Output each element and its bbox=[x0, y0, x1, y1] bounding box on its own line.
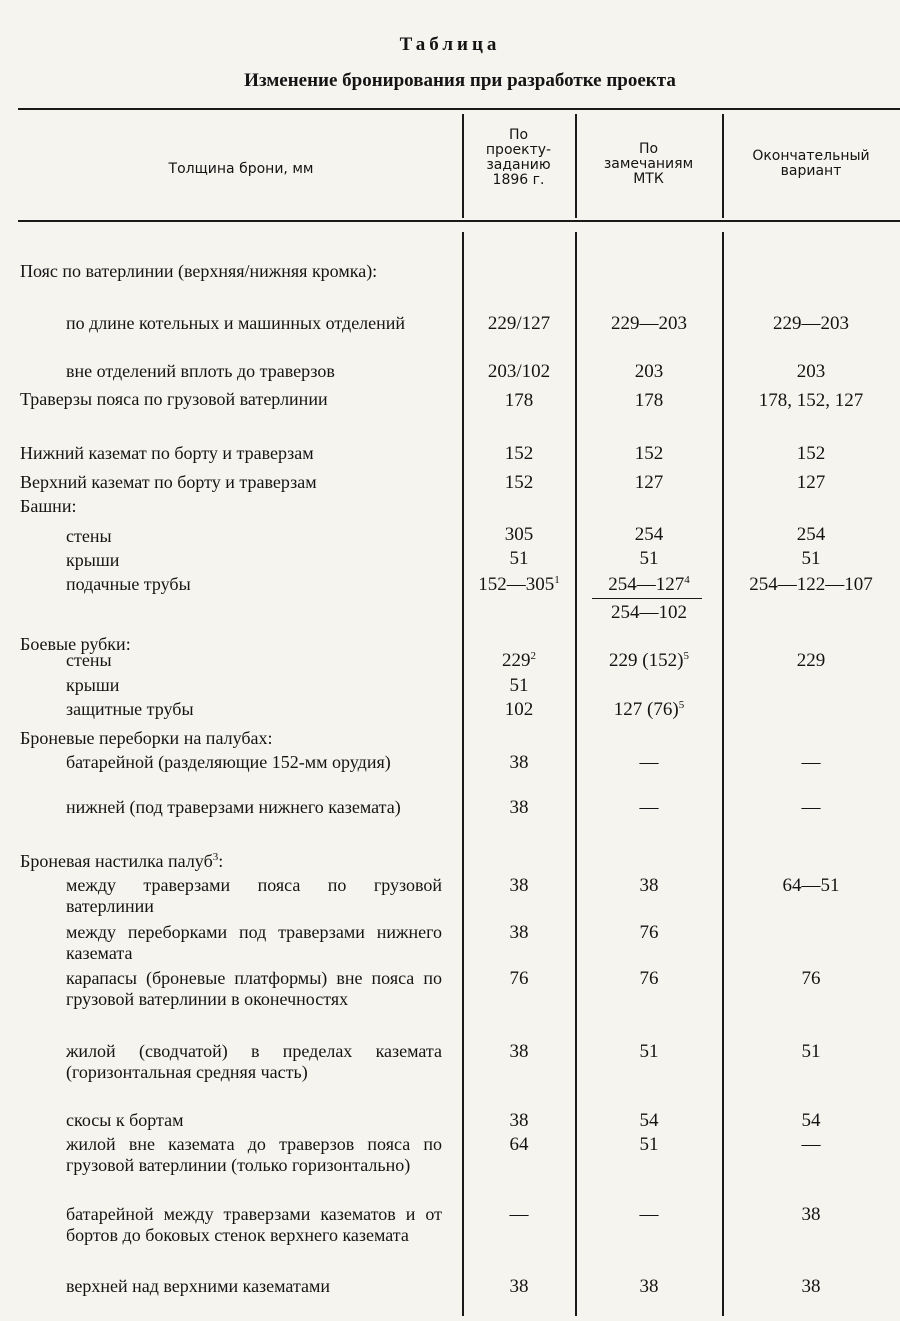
row-label bbox=[66, 968, 442, 1010]
row-label bbox=[66, 550, 442, 571]
cell-c1 bbox=[462, 752, 576, 773]
row-label bbox=[66, 361, 442, 382]
row-label-text: карапасы (броневые платформы) вне пояса по грузовой ватерлинии в оконечностях bbox=[66, 968, 442, 1009]
cell-c2 bbox=[575, 1204, 723, 1225]
cell-value: 178 bbox=[634, 390, 664, 411]
cell-c1 bbox=[462, 524, 576, 545]
cell-value: 229 (152) bbox=[609, 650, 684, 671]
row-label bbox=[20, 728, 442, 749]
row-label bbox=[66, 675, 442, 696]
cell-value: 229 bbox=[502, 650, 531, 671]
row-label-text: верхней над верхними казематами bbox=[66, 1276, 331, 1296]
row-label-text: стены bbox=[66, 526, 112, 546]
cell-c3 bbox=[722, 390, 900, 411]
cell-c2 bbox=[575, 390, 723, 411]
cell-value: 38 bbox=[639, 1276, 659, 1297]
cell-c2 bbox=[575, 548, 723, 569]
cell-value: 203/102 bbox=[487, 361, 551, 382]
cell-value: 203 bbox=[634, 361, 664, 382]
footnote-mark: 2 bbox=[530, 650, 536, 662]
footnote-mark: 5 bbox=[678, 699, 685, 711]
cell-value: 38 bbox=[509, 875, 529, 896]
cell-value: — bbox=[801, 752, 821, 773]
row-label bbox=[66, 574, 442, 595]
row-label bbox=[66, 1204, 442, 1246]
cell-c2 bbox=[575, 361, 723, 382]
cell-value: 229 bbox=[796, 650, 826, 671]
cell-c1 bbox=[462, 548, 576, 569]
cell-value: 51 bbox=[801, 1041, 821, 1062]
cell-value: 229—203 bbox=[611, 313, 687, 334]
cell-value: — bbox=[639, 752, 659, 773]
cell-c2 bbox=[575, 699, 723, 720]
cell-value: — bbox=[639, 797, 659, 818]
cell-c1 bbox=[462, 1041, 576, 1062]
row-label-text: Броневая настилка палуб bbox=[20, 851, 213, 871]
cell-value: — bbox=[801, 797, 821, 818]
row-label-tail: : bbox=[218, 851, 224, 871]
row-label bbox=[66, 1041, 442, 1083]
row-label-text: крыши bbox=[66, 675, 120, 695]
row-label-text: нижней (под траверзами нижнего каземата) bbox=[66, 797, 401, 817]
row-label bbox=[20, 389, 442, 410]
row-label-text: стены bbox=[66, 650, 112, 670]
cell-value: 203 bbox=[796, 361, 826, 382]
cell-c1 bbox=[462, 574, 576, 595]
column-header-line: По bbox=[638, 141, 659, 157]
row-label-text: Боевые рубки: bbox=[20, 634, 131, 654]
cell-c1 bbox=[462, 968, 576, 989]
cell-value: 51 bbox=[509, 548, 529, 569]
row-label-text: между траверзами пояса по грузовой ватерлинии bbox=[66, 875, 442, 916]
row-label-text: Траверзы пояса по грузовой ватерлинии bbox=[20, 389, 328, 409]
cell-c3 bbox=[722, 650, 900, 671]
footnote-mark: 4 bbox=[684, 574, 690, 586]
cell-c2 bbox=[575, 1134, 723, 1155]
column-header-line: замечаниям bbox=[603, 156, 694, 172]
cell-value: 152 bbox=[504, 443, 534, 464]
cell-c2-alt: 254—102 bbox=[611, 602, 687, 623]
row-label-text: Пояс по ватерлинии (верхняя/нижняя кромка): bbox=[20, 261, 378, 281]
cell-c1 bbox=[462, 1134, 576, 1155]
cell-value: 229—203 bbox=[773, 313, 849, 334]
row-label-text: Нижний каземат по борту и траверзам bbox=[20, 443, 314, 463]
cell-c2 bbox=[575, 922, 723, 943]
column-header-final-variant bbox=[722, 149, 900, 179]
cell-c3 bbox=[722, 1041, 900, 1062]
cell-c2 bbox=[575, 313, 723, 334]
cell-value: 178 bbox=[504, 390, 534, 411]
column-header-line: 1896 г. bbox=[492, 172, 545, 188]
cell-c1 bbox=[462, 1204, 576, 1225]
footnote-mark: 1 bbox=[554, 574, 560, 586]
row-label bbox=[20, 261, 442, 282]
cell-value: 127 bbox=[634, 472, 664, 493]
row-label-text: батарейной между траверзами казематов и от бортов до боковых стенок верхнего каземата bbox=[66, 1204, 442, 1245]
cell-c1 bbox=[462, 875, 576, 896]
cell-c3 bbox=[722, 524, 900, 545]
column-header-line: По bbox=[508, 127, 529, 143]
cell-value: 76 bbox=[801, 968, 821, 989]
row-label bbox=[66, 875, 442, 917]
cell-c2 bbox=[575, 1110, 723, 1131]
row-label bbox=[66, 699, 442, 720]
cell-value: 38 bbox=[509, 922, 529, 943]
column-header-line: вариант bbox=[780, 163, 842, 179]
cell-c1 bbox=[462, 797, 576, 818]
cell-c2 bbox=[575, 875, 723, 896]
cell-value: 152 bbox=[796, 443, 826, 464]
cell-c2 bbox=[575, 472, 723, 493]
row-label bbox=[66, 1276, 442, 1297]
column-header-thickness: Толщина брони, мм bbox=[168, 161, 314, 177]
cell-c3 bbox=[722, 968, 900, 989]
row-label bbox=[66, 1110, 442, 1131]
row-label-text: скосы к бортам bbox=[66, 1110, 184, 1130]
row-label-text: жилой (сводчатой) в пределах каземата (горизонтальная средняя часть) bbox=[66, 1041, 442, 1082]
cell-value: 38 bbox=[509, 752, 529, 773]
cell-c3 bbox=[722, 548, 900, 569]
cell-c2 bbox=[575, 752, 723, 773]
cell-c2 bbox=[575, 443, 723, 464]
cell-value: 254 bbox=[796, 524, 826, 545]
table-subtitle: Изменение бронирования при разработке проекта bbox=[244, 70, 676, 91]
row-label-text: защитные трубы bbox=[66, 699, 194, 719]
cell-value: 64—51 bbox=[782, 875, 840, 896]
column-header-line: проекту- bbox=[485, 142, 552, 158]
cell-value: 38 bbox=[509, 797, 529, 818]
cell-c3 bbox=[722, 1110, 900, 1131]
cell-value: 76 bbox=[509, 968, 529, 989]
column-header-mtk-remarks bbox=[575, 142, 722, 187]
header-bottom-rule bbox=[18, 220, 900, 222]
column-header-line: Окончательный bbox=[752, 148, 870, 164]
row-label bbox=[66, 526, 442, 547]
cell-value: 127 (76) bbox=[613, 699, 679, 720]
cell-c3 bbox=[722, 1204, 900, 1225]
row-label-text: Верхний каземат по борту и траверзам bbox=[20, 472, 317, 492]
cell-c1 bbox=[462, 1276, 576, 1297]
cell-value: — bbox=[801, 1134, 821, 1155]
cell-value: 38 bbox=[509, 1110, 529, 1131]
cell-c1 bbox=[462, 472, 576, 493]
cell-c3 bbox=[722, 313, 900, 334]
cell-c3 bbox=[722, 1134, 900, 1155]
cell-value: 54 bbox=[639, 1110, 659, 1131]
cell-value: 229/127 bbox=[487, 313, 551, 334]
cell-value: 51 bbox=[639, 1041, 659, 1062]
row-label bbox=[66, 1134, 442, 1176]
cell-value: 76 bbox=[639, 968, 659, 989]
row-label-text: по длине котельных и машинных отделений bbox=[66, 313, 406, 333]
cell-value: 305 bbox=[504, 524, 534, 545]
cell-value: 38 bbox=[509, 1276, 529, 1297]
cell-value: 178, 152, 127 bbox=[758, 390, 864, 411]
cell-value: 38 bbox=[801, 1276, 821, 1297]
cell-value: 51 bbox=[639, 548, 659, 569]
column-header-line: МТК bbox=[633, 171, 664, 187]
row-label bbox=[66, 922, 442, 964]
row-label-text: вне отделений вплоть до траверзов bbox=[66, 361, 335, 381]
cell-value: 127 bbox=[796, 472, 826, 493]
row-label bbox=[20, 496, 442, 517]
cell-value: 152 bbox=[634, 443, 664, 464]
row-label bbox=[20, 443, 442, 464]
cell-c2 bbox=[575, 1041, 723, 1062]
row-label bbox=[66, 797, 442, 818]
cell-c2 bbox=[575, 574, 723, 595]
cell-c1 bbox=[462, 313, 576, 334]
row-label bbox=[66, 752, 442, 773]
column-header-line: заданию bbox=[486, 157, 551, 173]
cell-value: 51 bbox=[509, 675, 529, 696]
cell-c1 bbox=[462, 650, 576, 671]
footnote-mark: 3 bbox=[212, 851, 219, 863]
cell-c3 bbox=[722, 797, 900, 818]
cell-value: 76 bbox=[639, 922, 659, 943]
cell-c3 bbox=[722, 875, 900, 896]
footnote-mark: 5 bbox=[683, 650, 689, 662]
row-label-text: подачные трубы bbox=[66, 574, 191, 594]
cell-value: 254 bbox=[634, 524, 664, 545]
cell-value: 51 bbox=[639, 1134, 659, 1155]
cell-value: 38 bbox=[639, 875, 659, 896]
cell-c3 bbox=[722, 361, 900, 382]
cell-value: 38 bbox=[509, 1041, 529, 1062]
row-label-text: между переборками под траверзами нижнего каземата bbox=[66, 922, 442, 963]
cell-value: 51 bbox=[801, 548, 821, 569]
cell-value: 254—122—107 bbox=[749, 574, 873, 595]
row-label-text: батарейной (разделяющие 152-мм орудия) bbox=[66, 752, 391, 772]
cell-c1 bbox=[462, 361, 576, 382]
cell-value: 54 bbox=[801, 1110, 821, 1131]
cell-c1 bbox=[462, 675, 576, 696]
cell-value: — bbox=[509, 1204, 529, 1225]
header-top-rule bbox=[18, 108, 900, 110]
row-label-text: жилой вне каземата до траверзов пояса по грузовой ватерлинии (только горизонтально) bbox=[66, 1134, 442, 1175]
cell-c1 bbox=[462, 390, 576, 411]
cell-c1 bbox=[462, 922, 576, 943]
row-label-text: Броневые переборки на палубах: bbox=[20, 728, 273, 748]
cell-c3 bbox=[722, 472, 900, 493]
cell-c1 bbox=[462, 699, 576, 720]
row-label bbox=[20, 472, 442, 493]
table-title: Таблица bbox=[399, 34, 501, 55]
cell-c2 bbox=[575, 797, 723, 818]
cell-value: 64 bbox=[509, 1134, 529, 1155]
cell-c2 bbox=[575, 968, 723, 989]
cell-value: 152 bbox=[504, 472, 534, 493]
cell-c3 bbox=[722, 574, 900, 595]
cell-c2 bbox=[575, 1276, 723, 1297]
cell-value: 254—127 bbox=[608, 574, 685, 595]
cell-c2 bbox=[575, 524, 723, 545]
cell-c1 bbox=[462, 1110, 576, 1131]
cell-value: 38 bbox=[801, 1204, 821, 1225]
cell-c2 bbox=[575, 650, 723, 671]
cell-c3 bbox=[722, 443, 900, 464]
cell-value: 102 bbox=[504, 699, 534, 720]
fraction-bar bbox=[592, 598, 702, 599]
row-label bbox=[20, 851, 442, 872]
cell-value: 152—305 bbox=[478, 574, 555, 595]
row-label bbox=[66, 650, 442, 671]
row-label bbox=[66, 313, 442, 334]
cell-c3 bbox=[722, 1276, 900, 1297]
column-header-project-1896 bbox=[462, 128, 575, 188]
cell-c3 bbox=[722, 752, 900, 773]
row-label-text: крыши bbox=[66, 550, 120, 570]
row-label-text: Башни: bbox=[20, 496, 77, 516]
cell-value: — bbox=[639, 1204, 659, 1225]
cell-c1 bbox=[462, 443, 576, 464]
